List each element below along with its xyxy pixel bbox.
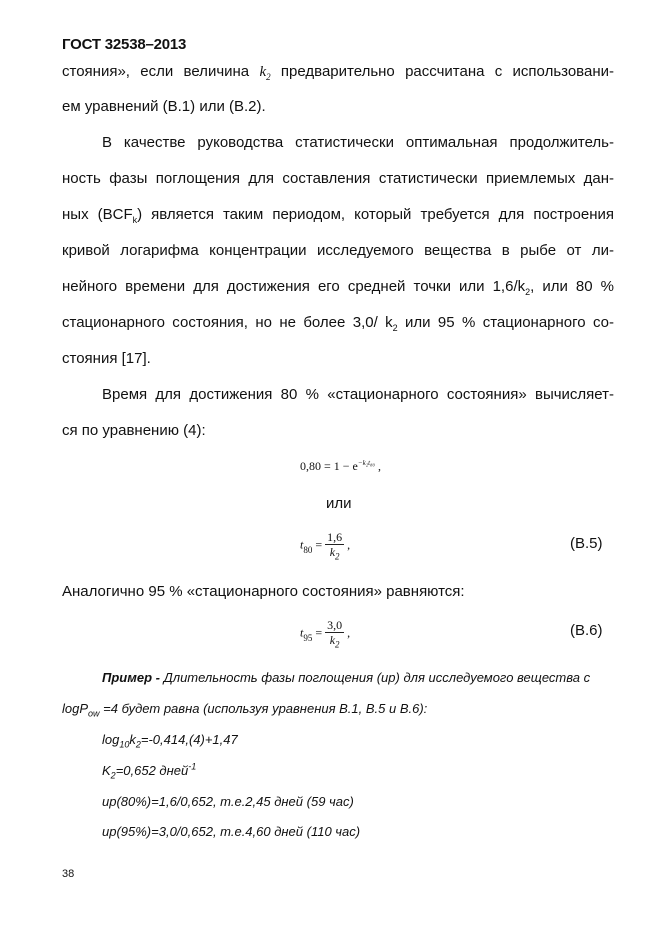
equation-b6-label: (В.6) [570, 622, 603, 639]
para3-line1: Время для достижения 80 % «стационарного состояния» вычисляет- [102, 386, 614, 403]
equation-steady-state-80: $0,80 = 1 - e^{-k_2t_{80}}$ , [300, 459, 381, 473]
example-line1: Пример - Длительность фазы поглощения (up) для исследуемого вещества с [102, 670, 591, 685]
para3-line2: ся по уравнению (4): [62, 422, 206, 439]
para1-line2: ем уравнений (В.1) или (В.2). [62, 98, 266, 115]
para2-line7: стояния [17]. [62, 350, 151, 367]
para4-line: Аналогично 95 % «стационарного состояния» равняются: [62, 583, 465, 600]
equation-b5-label: (В.5) [570, 535, 603, 552]
equation-b5: $t_{80}$ = $\frac{1,6}{k_2}$ , [300, 530, 351, 562]
para1-line1: стояния», если величина $k_2$ предварительно рассчитана с использовани- [62, 63, 614, 82]
equation-b6: $t_{95}$ = $\frac{3,0}{k_2}$ , [300, 618, 351, 650]
document-header: ГОСТ 32538–2013 [62, 36, 187, 53]
example-formula-up95: up(95%)=3,0/0,652, т.е.4,60 дней (110 час) [102, 824, 361, 839]
para2-line5: нейного времени для достижения его средней точки или $1,6/k_2$, или 80 % [62, 278, 615, 297]
example-formula-up80: up(80%)=1,6/0,652, т.е.2,45 дней (59 час) [102, 794, 354, 809]
para2-line6: стационарного состояния, но не более 3,0/ $k_2$ или 95 % стационарного со- [62, 314, 615, 333]
page-number: 38 [62, 868, 75, 880]
para2-line1: В качестве руководства статистически оптимальная продолжитель- [102, 134, 614, 151]
para2-line2: ность фазы поглощения для составления статистически приемлемых дан- [62, 170, 614, 187]
para2-line3: ных $(BCF_k)$ является таким периодом, который требуется для построения [62, 206, 614, 225]
example-formula-log: $\log_{10}k_2=-0,414,(4)+1,47$ [102, 732, 238, 750]
or-word: или [326, 495, 352, 512]
example-formula-k2: $K_2=0,652$ дней$^{-1}$ [102, 761, 197, 781]
para2-line4: кривой логарифма концентрации исследуемого вещества в рыбе от ли- [62, 242, 614, 259]
example-line2: logP$_{ow}$ =4 будет равна (используя уравнения В.1, В.5 и В.6): [62, 701, 428, 719]
